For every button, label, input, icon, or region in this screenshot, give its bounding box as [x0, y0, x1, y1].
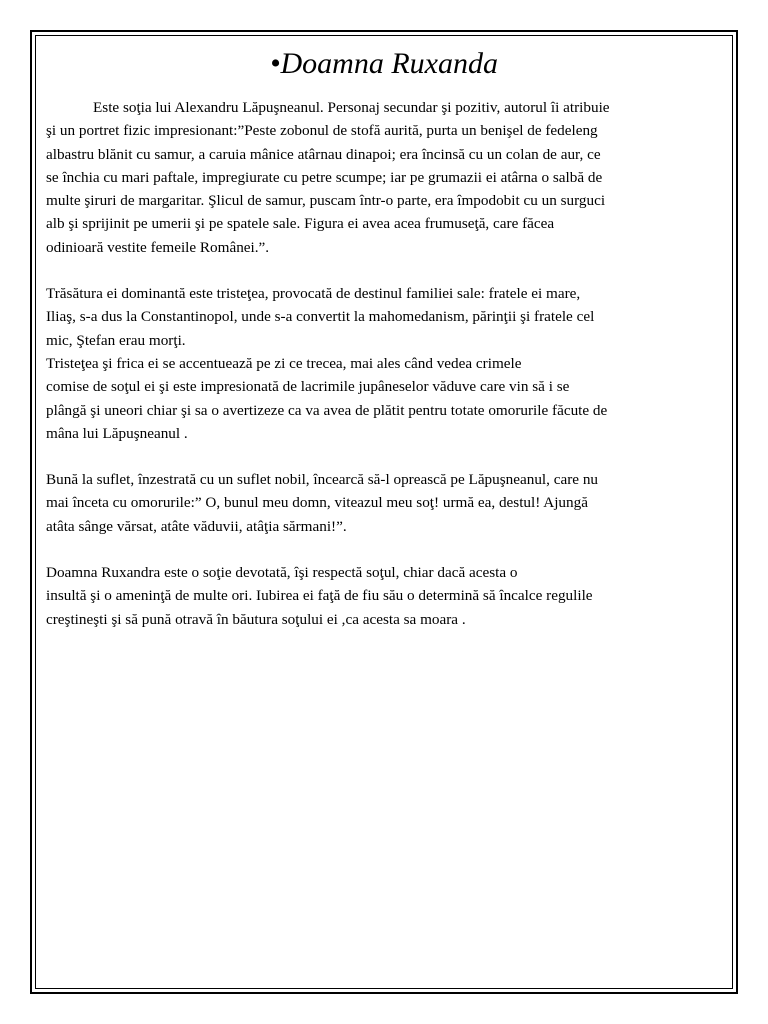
paragraph-line: insultă şi o ameninţă de multe ori. Iubirea ei faţă de fiu său o determină să încalce regulile [46, 587, 593, 605]
paragraph-line: Trăsătura ei dominantă este tristeţea, provocată de destinul familiei sale: fratele ei mare, [46, 285, 581, 303]
paragraph-kindness [46, 468, 722, 538]
paragraph-line: plângă şi uneori chiar şi sa o avertizeze ca va avea de plătit pentru totate omorurile făcute de [46, 401, 608, 419]
paragraph-line: atâta sânge vărsat, atâte văduvii, atâţia sărmani!”. [46, 517, 347, 535]
document-body [46, 44, 722, 654]
paragraph-line: multe şiruri de margaritar. Şlicul de samur, puscam într-o parte, era împodobit cu un surguci [46, 192, 606, 210]
paragraph-line: mai înceta cu omorurile:” O, bunul meu domn, viteazul meu soţ! urmă ea, destul! Ajungă [46, 494, 588, 512]
paragraph-sadness [46, 282, 722, 445]
paragraph-line: Tristeţea şi frica ei se accentuează pe zi ce trecea, mai ales când vedea crimele [46, 354, 522, 372]
paragraph-line: alb şi sprijinit pe umerii şi pe spatele sale. Figura ei avea acea frumuseţă, care făcea [46, 215, 555, 233]
page-title: •Doamna Ruxanda [270, 47, 498, 80]
paragraph-devotion [46, 561, 722, 631]
paragraph-line: Iliaş, s-a dus la Constantinopol, unde s-a convertit la mahomedanism, părinţii şi fratele cel [46, 308, 595, 326]
paragraph-line: odinioară vestite femeile Românei.”. [46, 238, 270, 256]
paragraph-line: Bună la suflet, înzestrată cu un suflet nobil, încearcă să-l oprească pe Lăpuşneanul, care nu [46, 471, 599, 489]
paragraph-line: mic, Ştefan erau morţi. [46, 331, 186, 349]
paragraph-line: mâna lui Lăpuşneanul . [46, 424, 188, 442]
paragraph-line: se închia cu mari paftale, impregiurate cu petre scumpe; iar pe grumazii ei atârna o salbă de [46, 168, 603, 186]
paragraph-portrait [46, 96, 722, 259]
paragraph-line: şi un portret fizic impresionant:”Peste zobonul de stofă aurită, purta un benişel de fedeleng [46, 122, 598, 140]
paragraph-line: Este soţia lui Alexandru Lăpuşneanul. Personaj secundar şi pozitiv, autorul îi atribuie [93, 99, 610, 116]
paragraph-line: albastru blănit cu samur, a caruia mânice atârnau dinapoi; era încinsă cu un colan de aur, ce [46, 145, 601, 163]
paragraph-line: comise de soţul ei şi este impresionată de lacrimile jupâneselor văduve care vin să i se [46, 378, 570, 396]
paragraph-line: creştineşti şi să pună otravă în băutura soţului ei ,ca acesta sa moara . [46, 610, 466, 628]
paragraph-line: Doamna Ruxandra este o soţie devotată, îşi respectă soţul, chiar dacă acesta o [46, 564, 518, 582]
